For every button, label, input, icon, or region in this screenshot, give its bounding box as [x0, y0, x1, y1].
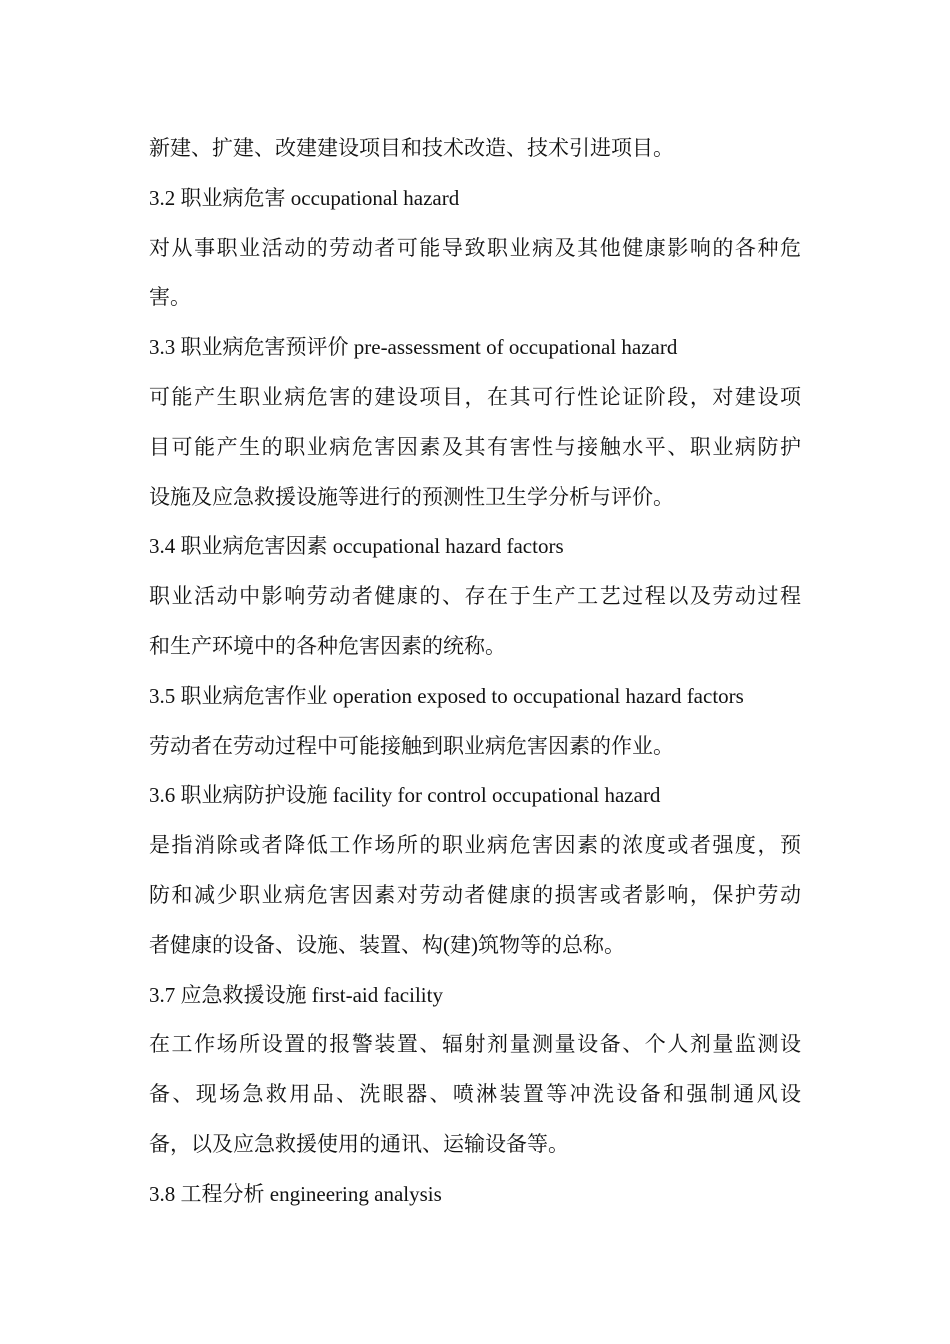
- section-heading-3-2: 3.2 职业病危害 occupational hazard: [149, 185, 460, 210]
- paragraph-line: 备，以及应急救援使用的通讯、运输设备等。: [149, 1131, 569, 1156]
- paragraph-line: 在工作场所设置的报警装置、辐射剂量测量设备、个人剂量监测设: [149, 1032, 801, 1057]
- paragraph-line: 目可能产生的职业病危害因素及其有害性与接触水平、职业病防护: [149, 434, 801, 459]
- section-heading-3-4: 3.4 职业病危害因素 occupational hazard factors: [149, 534, 564, 559]
- paragraph-line: 职业活动中影响劳动者健康的、存在于生产工艺过程以及劳动过程: [149, 584, 801, 609]
- paragraph-line: 劳动者在劳动过程中可能接触到职业病危害因素的作业。: [149, 733, 674, 758]
- paragraph-line: 是指消除或者降低工作场所的职业病危害因素的浓度或者强度，预: [149, 833, 801, 858]
- paragraph-line: 害。: [149, 285, 191, 310]
- paragraph-line: 者健康的设备、设施、装置、构(建)筑物等的总称。: [149, 932, 625, 957]
- paragraph-line: 备、现场急救用品、洗眼器、喷淋装置等冲洗设备和强制通风设: [149, 1082, 801, 1107]
- section-heading-3-6: 3.6 职业病防护设施 facility for control occupational hazard: [149, 783, 661, 808]
- section-heading-3-3: 3.3 职业病危害预评价 pre-assessment of occupational hazard: [149, 335, 678, 360]
- paragraph-line: 设施及应急救援设施等进行的预测性卫生学分析与评价。: [149, 484, 674, 509]
- paragraph-line: 可能产生职业病危害的建设项目，在其可行性论证阶段，对建设项: [149, 384, 801, 409]
- section-heading-3-7: 3.7 应急救援设施 first-aid facility: [149, 982, 443, 1007]
- section-heading-3-8: 3.8 工程分析 engineering analysis: [149, 1181, 442, 1206]
- paragraph-line: 和生产环境中的各种危害因素的统称。: [149, 633, 506, 658]
- section-heading-3-5: 3.5 职业病危害作业 operation exposed to occupational hazard factors: [149, 683, 744, 708]
- paragraph-line: 防和减少职业病危害因素对劳动者健康的损害或者影响，保护劳动: [149, 882, 801, 907]
- paragraph-line: 对从事职业活动的劳动者可能导致职业病及其他健康影响的各种危: [149, 235, 801, 260]
- document-body: [149, 124, 801, 1220]
- paragraph-line: 新建、扩建、改建建设项目和技术改造、技术引进项目。: [149, 136, 674, 160]
